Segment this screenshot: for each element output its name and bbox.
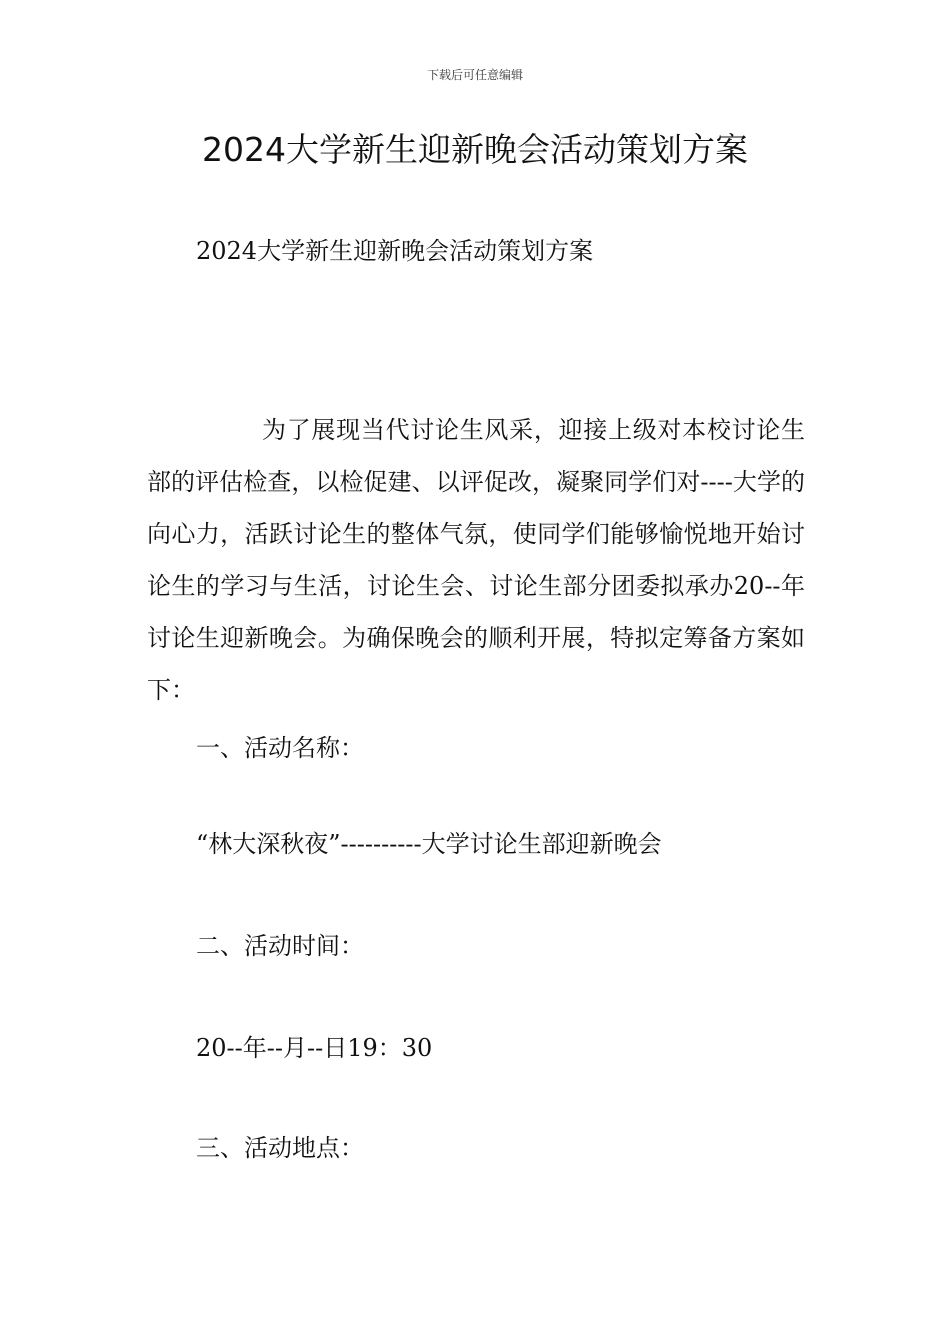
- intro-paragraph: 为了展现当代讨论生风采，迎接上级对本校讨论生部的评估检查，以检促建、以评促改，凝聚同学们对----大学的向心力，活跃讨论生的整体气氛，使同学们能够愉悦地开始讨论生的学习与生活，讨论生会、讨论生部分团委拟承办20--年讨论生迎新晚会。为确保晚会的顺利开展，特拟定筹备方案如下：: [147, 416, 805, 704]
- section-heading-activity-name: 一、活动名称：: [196, 734, 364, 762]
- activity-time-text: 20--年--月--日19：30: [196, 1034, 433, 1062]
- section-heading-activity-time: 二、活动时间：: [196, 932, 364, 960]
- header-note: 下载后可任意编辑: [426, 68, 523, 82]
- document-subtitle: 2024大学新生迎新晚会活动策划方案: [196, 237, 594, 265]
- section-heading-activity-location: 三、活动地点：: [196, 1134, 364, 1162]
- document-title: 2024大学新生迎新晚会活动策划方案: [202, 130, 748, 169]
- activity-name-text: “林大深秋夜”----------大学讨论生部迎新晚会: [196, 830, 662, 858]
